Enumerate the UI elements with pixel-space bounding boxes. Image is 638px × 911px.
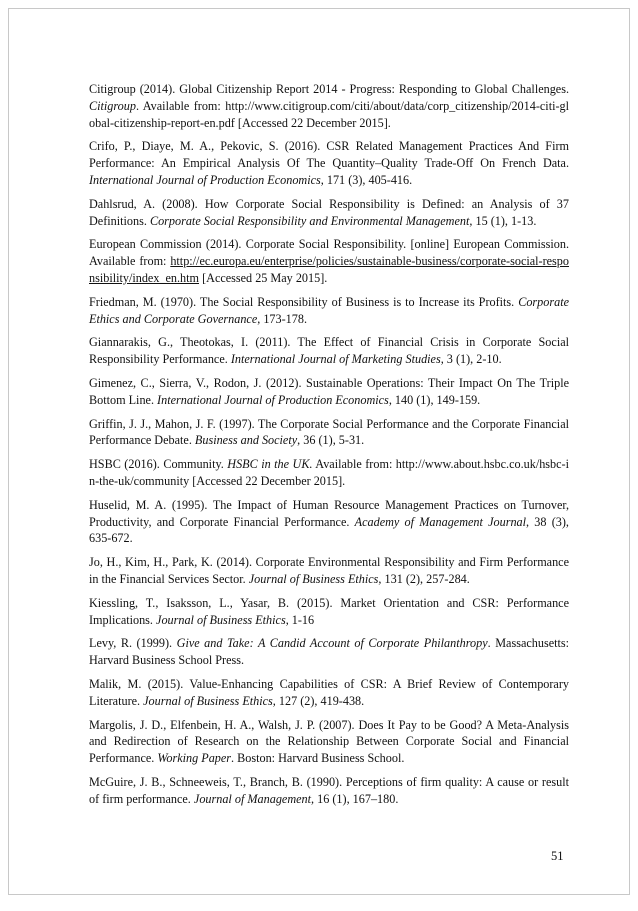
reference-entry (89, 236, 569, 286)
reference-entry (89, 676, 569, 710)
reference-details: . Available from: http://www.citigroup.com/citi/about/data/corp_citizenship/2014-citi-global-citizenship-report-en.pdf [Accessed 22 December 2015]. (89, 98, 569, 130)
reference-entry (89, 81, 569, 131)
reference-entry (89, 334, 569, 368)
reference-list (89, 81, 569, 814)
reference-details: 127 (2), 419-438. (275, 693, 365, 708)
reference-text: European Commission (2014). Corporate Social Responsibility. [online] European Commission. Available from: (89, 237, 569, 269)
reference-source: Academy of Management Journal (354, 514, 527, 529)
reference-text: Citigroup (2014). Global Citizenship Report 2014 - Progress: Responding to Global Challenges. (89, 82, 569, 96)
reference-source: Corporate Social Responsibility and Environmental Management, (149, 213, 473, 228)
reference-details: , 1-16 (285, 612, 315, 627)
reference-details: , 131 (2), 257-284. (378, 571, 470, 586)
reference-source: Journal of Management, (193, 791, 315, 806)
reference-entry (89, 595, 569, 629)
reference-entry (89, 774, 569, 808)
reference-text: Malik, M. (2015). Value-Enhancing Capabilities of CSR: A Brief Review of Contemporary Literature. (89, 676, 569, 708)
reference-entry (89, 294, 569, 328)
reference-entry (89, 635, 569, 669)
reference-text: HSBC (2016). Community. (89, 457, 228, 472)
reference-entry (89, 138, 569, 188)
document-page (8, 8, 630, 895)
reference-source: HSBC in the UK. (227, 457, 313, 472)
reference-details: 3 (1), 2-10. (443, 352, 502, 367)
reference-source: Business and Society (194, 433, 298, 448)
reference-text: Griffin, J. J., Mahon, J. F. (1997). The Corporate Social Performance and the Corporate Financial Performance Debate. (89, 416, 569, 448)
reference-details: Available from: http://www.about.hsbc.co.uk/hsbc-in-the-uk/community [Accessed 22 December 2015]. (89, 457, 569, 488)
reference-text: Crifo, P., Diaye, M. A., Pekovic, S. (2016). CSR Related Management Practices And Firm Performance: An Empirical Analysis Of The Quantity–Quality Trade-Off On French Data. (89, 139, 569, 171)
reference-details: . Boston: Harvard Business School. (231, 751, 405, 766)
reference-text: Friedman, M. (1970). The Social Responsibility of Business is to Increase its Profits. (89, 294, 519, 309)
reference-source: International Journal of Marketing Studies, (230, 352, 444, 367)
reference-source: Journal of Business Ethics (156, 612, 286, 627)
reference-entry (89, 416, 569, 450)
reference-details: 16 (1), 167–180. (314, 791, 399, 806)
reference-details: [Accessed 25 May 2015]. (199, 270, 328, 285)
reference-details: , 140 (1), 149-159. (388, 392, 481, 407)
reference-source: Working Paper (157, 751, 232, 766)
reference-details: , 36 (1), 5-31. (297, 433, 365, 448)
reference-link[interactable]: http://ec.europa.eu/enterprise/policies/sustainable-business/corporate-social-responsibility/index_en.htm (89, 254, 569, 285)
reference-source: Journal of Business Ethics (248, 571, 379, 586)
reference-source: Corporate Ethics and Corporate Governance (89, 294, 569, 326)
reference-text: Huselid, M. A. (1995). The Impact of Human Resource Management Practices on Turnover, Productivity, and Corporate Financial Performance. (89, 497, 569, 529)
reference-details: , 38 (3), 635-672. (89, 514, 569, 546)
reference-text: McGuire, J. B., Schneeweis, T., Branch, B. (1990). Perceptions of firm quality: A cause or result of firm performance. (89, 774, 569, 806)
reference-entry (89, 554, 569, 588)
page-number: 51 (551, 849, 564, 863)
reference-text: Margolis, J. D., Elfenbein, H. A., Walsh, J. P. (2007). Does It Pay to be Good? A Meta-Analysis and Redirection of Research on the Relationship Between Corporate Social and Financial Performance. (89, 717, 569, 766)
reference-source: Citigroup (89, 98, 136, 113)
reference-details: 15 (1), 1-13. (472, 213, 537, 228)
reference-details: 171 (3), 405-416. (323, 172, 413, 187)
reference-source: International Journal of Production Economics (157, 392, 389, 407)
reference-source: Journal of Business Ethics, (143, 693, 276, 708)
reference-text: Levy, R. (1999). (89, 636, 177, 651)
reference-source: Give and Take: A Candid Account of Corporate Philanthropy (176, 636, 488, 651)
reference-text: Dahlsrud, A. (2008). How Corporate Social Responsibility is Defined: an Analysis of 37 Definitions. (89, 196, 569, 228)
reference-entry (89, 456, 569, 490)
reference-entry (89, 717, 569, 767)
reference-details: . Massachusetts: Harvard Business School Press. (89, 636, 570, 668)
reference-source: International Journal of Production Economics, (89, 172, 324, 187)
reference-text: Kiessling, T., Isaksson, L., Yasar, B. (2015). Market Orientation and CSR: Performance Implications. (89, 595, 569, 627)
reference-text: Giannarakis, G., Theotokas, I. (2011). The Effect of Financial Crisis in Corporate Social Responsibility Performance. (89, 335, 569, 367)
reference-details: , 173-178. (257, 311, 307, 326)
reference-text: Jo, H., Kim, H., Park, K. (2014). Corporate Environmental Responsibility and Firm Performance in the Financial Services Sector. (89, 555, 569, 586)
reference-entry (89, 375, 569, 409)
reference-text: Gimenez, C., Sierra, V., Rodon, J. (2012). Sustainable Operations: Their Impact On The Triple Bottom Line. (89, 375, 569, 407)
reference-entry (89, 196, 569, 230)
reference-entry (89, 497, 569, 547)
